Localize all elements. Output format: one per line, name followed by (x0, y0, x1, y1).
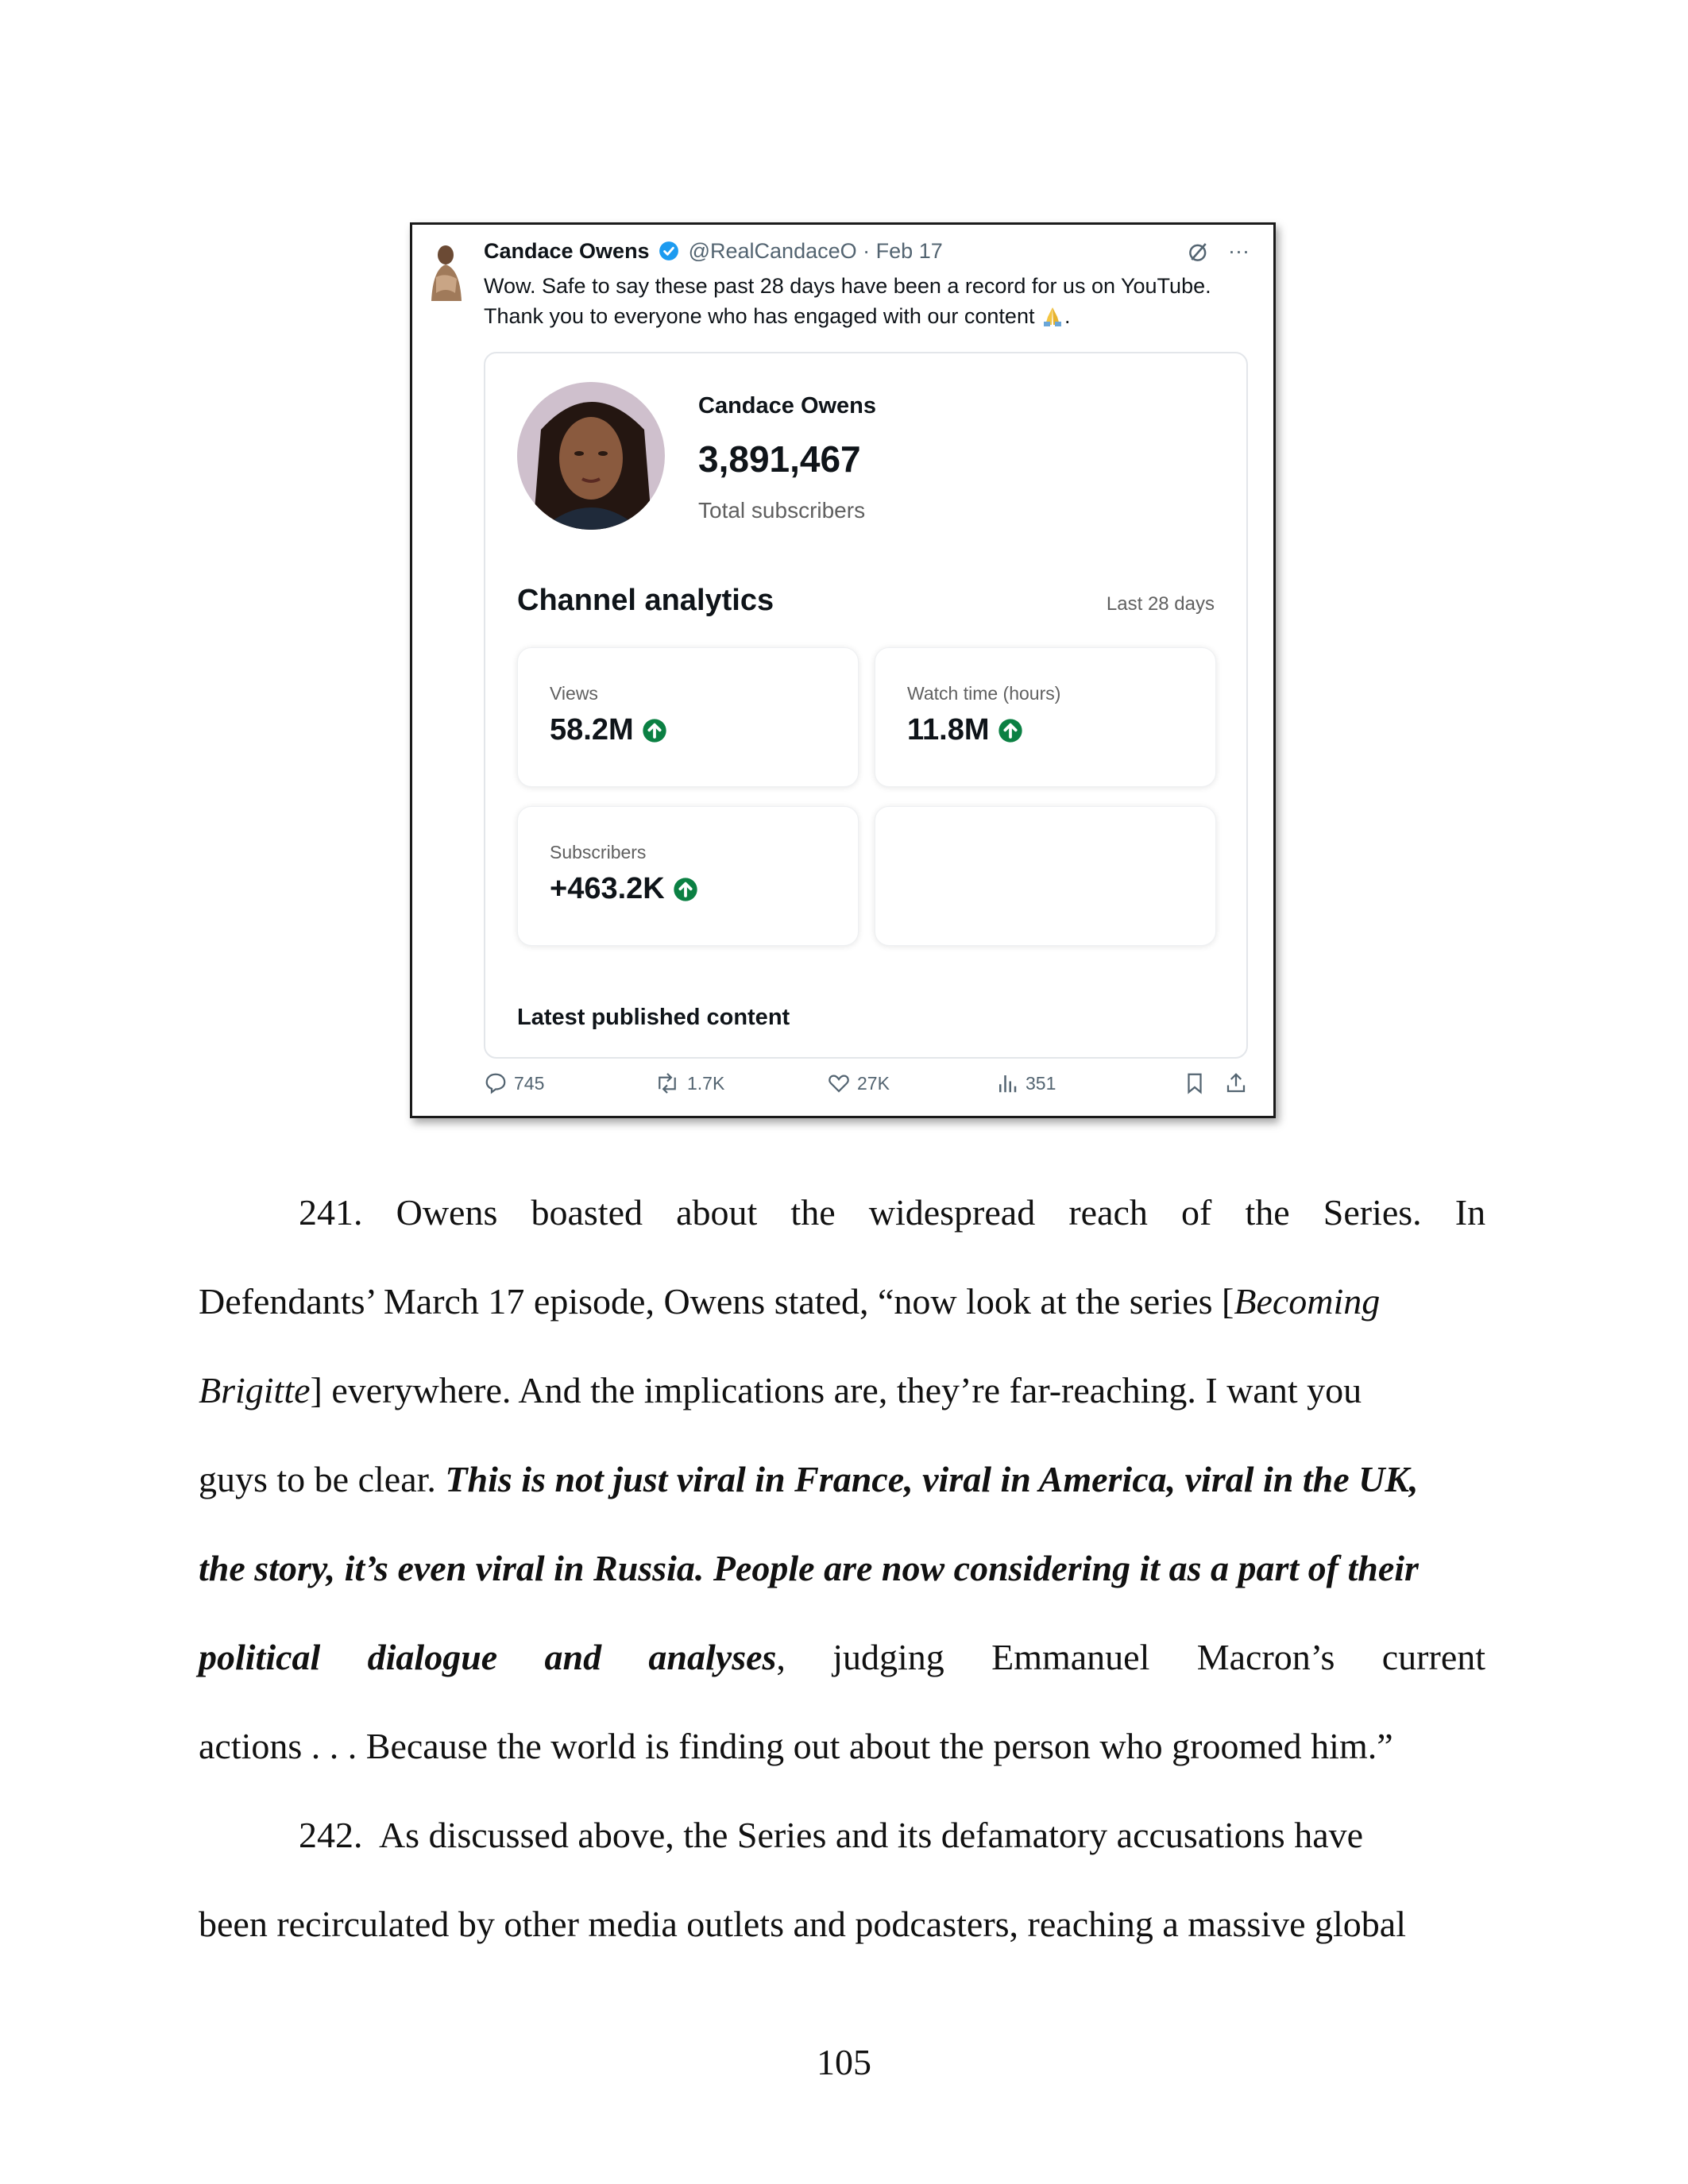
verified-badge-icon (659, 241, 679, 261)
reply-button[interactable] (484, 1071, 544, 1095)
channel-analytics-title: Channel analytics (517, 584, 774, 617)
metric-value: +463.2K (550, 872, 698, 906)
tweet-top-actions (1187, 239, 1250, 264)
metric-label: Watch time (hours) (907, 683, 1061, 704)
channel-profile-photo (517, 382, 665, 530)
total-subscribers-label: Total subscribers (698, 498, 866, 523)
channel-name: Candace Owens (698, 393, 877, 419)
author-name[interactable]: Candace Owens (484, 239, 650, 263)
analytics-date-range: Last 28 days (1106, 593, 1215, 615)
share-icon[interactable] (1224, 1071, 1248, 1095)
paragraph-241-line-7: actions . . . Because the world is finding out about the person who groomed him.” (199, 1726, 1393, 1766)
tweet-engagement-bar (484, 1071, 1248, 1103)
paragraph-241-line-1: 241. Owens boasted about the widespread reach of the Series. In (299, 1192, 1486, 1233)
views-button[interactable] (995, 1071, 1056, 1095)
grok-icon[interactable] (1187, 240, 1211, 264)
paragraph-242-line-1: 242. As discussed above, the Series and its defamatory accusations have (299, 1815, 1364, 1855)
paragraph-241-line-5: the story, it’s even viral in Russia. People are now considering it as a part of their (199, 1548, 1419, 1588)
metric-value: 11.8M (907, 713, 1023, 747)
reply-icon (484, 1071, 508, 1095)
like-count: 27K (857, 1072, 890, 1094)
paragraph-241-line-6: political dialogue and analyses, judging Emmanuel Macron’s current (199, 1637, 1486, 1677)
paragraph-241-line-2: Defendants’ March 17 episode, Owens stated, “now look at the series [Becoming (199, 1281, 1381, 1322)
paragraph-242-line-2: been recirculated by other media outlets and podcasters, reaching a massive global (199, 1904, 1406, 1944)
separator: · (863, 239, 871, 263)
paragraph-241-line-3: Brigitte] everywhere. And the implications are, they’re far-reaching. I want you (199, 1370, 1362, 1410)
tweet-text-line2: Thank you to everyone who has engaged with our content . (484, 304, 1071, 328)
more-options-icon[interactable]: ··· (1228, 239, 1250, 263)
up-arrow-icon (642, 718, 667, 743)
up-arrow-icon (998, 718, 1023, 743)
metric-card-subscribers (517, 806, 859, 946)
tweet-header (484, 239, 943, 264)
heart-icon (827, 1071, 851, 1095)
paragraph-number: 241. (299, 1192, 363, 1233)
emphasized-quote: This is not just viral in France, viral in America, viral in the UK, (445, 1459, 1419, 1499)
youtube-analytics-card (484, 352, 1248, 1059)
tweet-text (484, 271, 1262, 331)
bookmark-icon[interactable] (1183, 1071, 1207, 1095)
tweet-date[interactable]: Feb 17 (875, 239, 943, 263)
repost-count: 1.7K (687, 1072, 725, 1094)
page-number: 105 (817, 2042, 871, 2082)
tweet-text-line1: Wow. Safe to say these past 28 days have been a record for us on YouTube. (484, 274, 1211, 298)
up-arrow-icon (673, 877, 698, 902)
reply-count: 745 (514, 1072, 545, 1094)
total-subscribers-value: 3,891,467 (698, 438, 861, 480)
like-button[interactable] (827, 1071, 890, 1095)
metric-card-views (517, 647, 859, 787)
metric-label: Views (550, 683, 598, 704)
views-count: 351 (1026, 1072, 1056, 1094)
paragraph-241-line-4: guys to be clear. This is not just viral in France, viral in America, viral in the UK, (199, 1459, 1419, 1499)
bookmark-share-group (1183, 1071, 1248, 1095)
metric-label: Subscribers (550, 842, 647, 862)
views-chart-icon (995, 1071, 1019, 1095)
author-handle[interactable]: @RealCandaceO (688, 239, 857, 263)
series-title-italic: Becoming (1234, 1281, 1381, 1322)
metric-value: 58.2M (550, 713, 667, 747)
series-title-italic: Brigitte (199, 1370, 311, 1410)
repost-icon (654, 1071, 681, 1095)
metric-card-empty (875, 806, 1216, 946)
repost-button[interactable] (654, 1071, 724, 1095)
folded-hands-emoji-icon (1041, 306, 1064, 326)
embedded-tweet-screenshot (410, 222, 1276, 1118)
metric-card-watch-time (875, 647, 1216, 787)
author-avatar (422, 237, 468, 301)
latest-published-content-label: Latest published content (517, 1005, 790, 1030)
